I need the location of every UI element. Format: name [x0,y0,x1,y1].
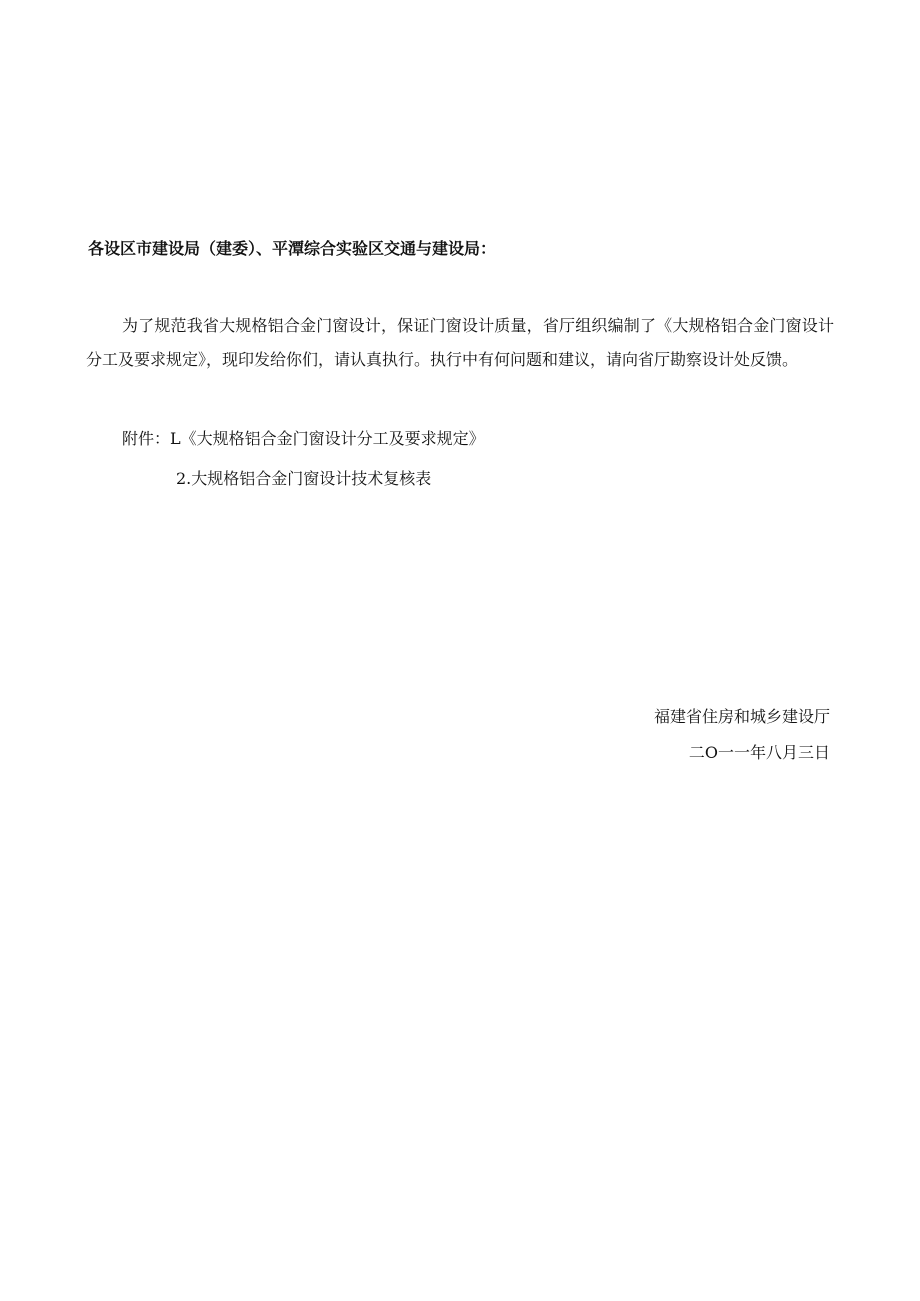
issue-date: 二O一一年八月三日 [688,743,830,762]
issuing-authority: 福建省住房和城乡建设厅 [653,707,830,726]
addressee-line: 各设区市建设局（建委）、平潭综合实验区交通与建设局： [88,239,497,258]
body-paragraph: 为了规范我省大规格铝合金门窗设计，保证门窗设计质量，省厅组织编制了《大规格铝合金门窗设计分工及要求规定》，现印发给你们，请认真执行。执行中有何问题和建议，请向省厅勘察设计处反馈。 [86,316,834,369]
attachment-item-2: 2.大规格铝合金门窗设计技术复核表 [176,469,432,488]
attachment-item-1: 附件：L《大规格铝合金门窗设计分工及要求规定》 [122,429,485,448]
